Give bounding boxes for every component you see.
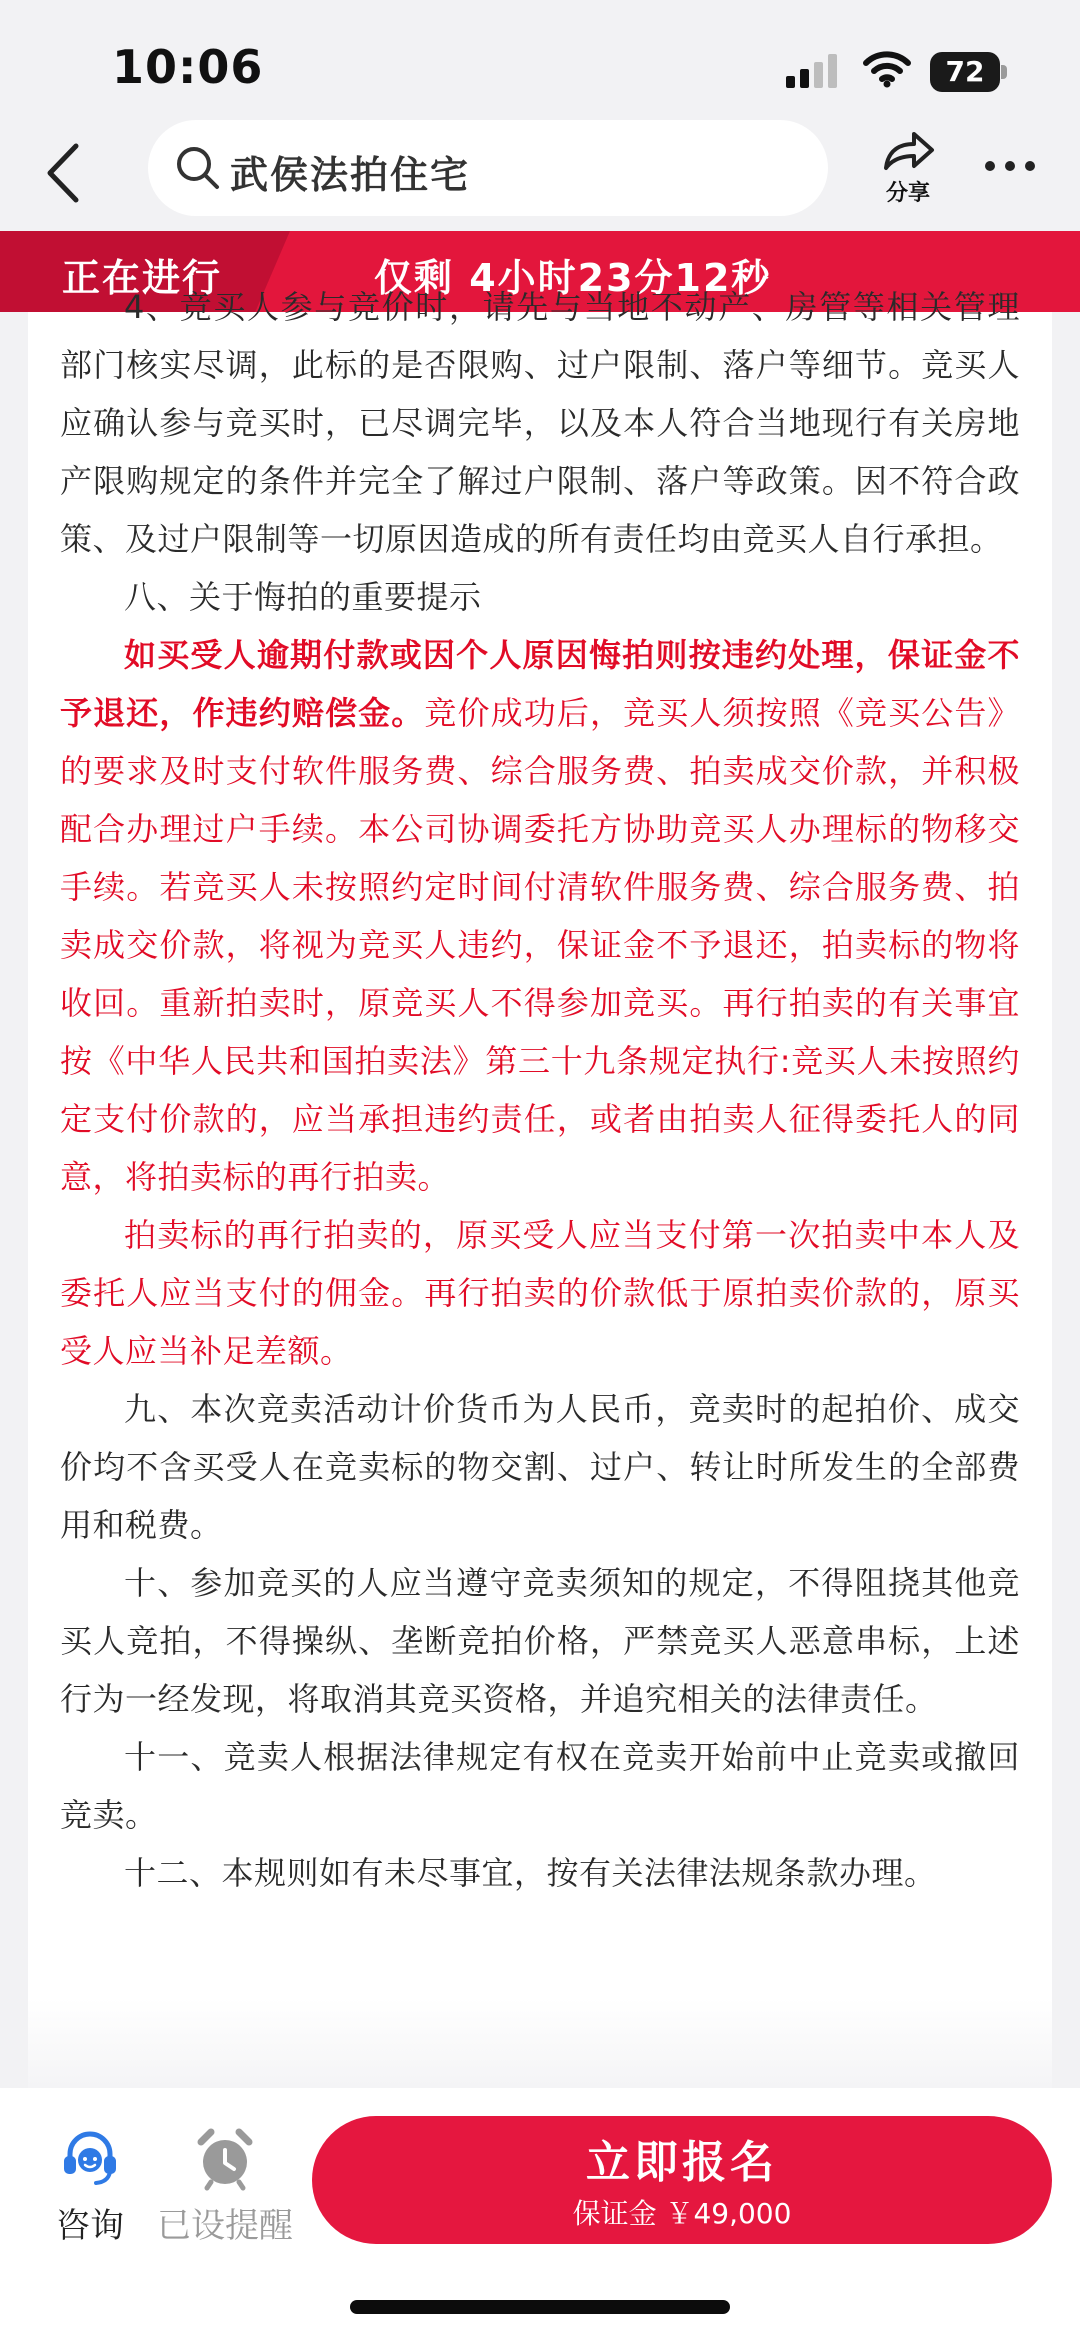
share-label: 分享 <box>885 181 930 206</box>
deposit-amount: 保证金 ￥49,000 <box>572 2197 792 2230</box>
battery-indicator <box>930 52 1008 92</box>
countdown-timer: 仅剩 4小时23分12秒 <box>374 256 772 300</box>
battery-tip <box>1001 65 1007 79</box>
header <box>0 120 1080 230</box>
reminder-button[interactable] <box>152 2126 298 2247</box>
rule-paragraph-8 <box>60 626 1020 1206</box>
reminder-label: 已设提醒 <box>157 2206 293 2246</box>
home-indicator[interactable] <box>350 2300 730 2314</box>
bottom-action-bar <box>0 2088 1080 2337</box>
search-icon <box>174 144 222 192</box>
rule-paragraph-9: 九、本次竞卖活动计价货币为人民币，竞卖时的起拍价、成交价均不含买受人在竞卖标的物交割、过户、转让时所发生的全部费用和税费。 <box>60 1390 1020 1544</box>
share-button[interactable] <box>868 128 948 208</box>
cellular-signal-icon <box>786 54 846 88</box>
search-query: 武侯法拍住宅 <box>230 153 471 197</box>
auction-status-label: 正在进行 <box>62 256 223 300</box>
back-arrow-icon[interactable] <box>40 138 90 208</box>
content-fade <box>28 1998 1052 2088</box>
rules-content[interactable] <box>28 288 1052 2088</box>
battery-level: 72 <box>930 52 1000 92</box>
register-now-label: 立即报名 <box>586 2137 778 2188</box>
alarm-clock-icon <box>195 2126 255 2190</box>
wifi-icon <box>862 50 912 88</box>
customer-service-icon <box>58 2126 122 2190</box>
rule-paragraph-11: 十一、竞卖人根据法律规定有权在竞卖开始前中止竞卖或撤回竞卖。 <box>60 1738 1020 1834</box>
penalty-warning: 如买受人逾期付款或因个人原因悔拍则按违约处理，保证金不予退还，作违约赔偿金。 <box>60 636 1020 732</box>
share-icon <box>878 128 938 174</box>
status-bar <box>0 0 1080 120</box>
rules-article <box>28 278 1052 1902</box>
search-bar[interactable] <box>148 120 828 216</box>
register-now-button[interactable] <box>312 2116 1052 2244</box>
consult-button[interactable] <box>40 2126 140 2247</box>
rule-paragraph-8b: 拍卖标的再行拍卖的，原买受人应当支付第一次拍卖中本人及委托人应当支付的佣金。再行拍卖的价款低于原拍卖价款的，原买受人应当补足差额。 <box>60 1216 1020 1370</box>
consult-label: 咨询 <box>56 2206 124 2246</box>
rule-paragraph-8-text: 竞价成功后，竞买人须按照《竞买公告》的要求及时支付软件服务费、综合服务费、拍卖成交价款，并积极配合办理过户手续。本公司协调委托方协助竞买人办理标的物移交手续。若竞买人未按照约定时间付清软件服务费、综合服务费、拍卖成交价款，将视为竞买人违约，保证金不予退还，拍卖标的物将收回。重新拍卖时，原竞买人不得参加竞买。再行拍卖的有关事宜按《中华人民共和国拍卖法》第三十九条规定执行:竞买人未按照约定支付价款的，应当承担违约责任，或者由拍卖人征得委托人的同意，将拍卖标的再行拍卖。 <box>60 694 1020 1196</box>
rule-paragraph-10: 十、参加竞买的人应当遵守竞卖须知的规定，不得阻挠其他竞买人竞拍，不得操纵、垄断竞拍价格，严禁竞买人恶意串标，上述行为一经发现，将取消其竞买资格，并追究相关的法律责任。 <box>60 1564 1020 1718</box>
rule-paragraph-4: 4、竞买人参与竞价时，请先与当地不动产、房管等相关管理部门核实尽调，此标的是否限购、过户限制、落户等细节。竞买人应确认参与竞买时，已尽调完毕，以及本人符合当地现行有关房地产限购规定的条件并完全了解过户限制、落户等政策。因不符合政策、及过户限制等一切原因造成的所有责任均由竞买人自行承担。 <box>60 288 1020 558</box>
status-time: 10:06 <box>112 40 264 94</box>
rule-paragraph-12: 十二、本规则如有未尽事宜，按有关法律法规条款办理。 <box>124 1854 937 1892</box>
more-options-icon[interactable] <box>982 154 1038 178</box>
section-heading-8: 八、关于悔拍的重要提示 <box>124 578 482 616</box>
